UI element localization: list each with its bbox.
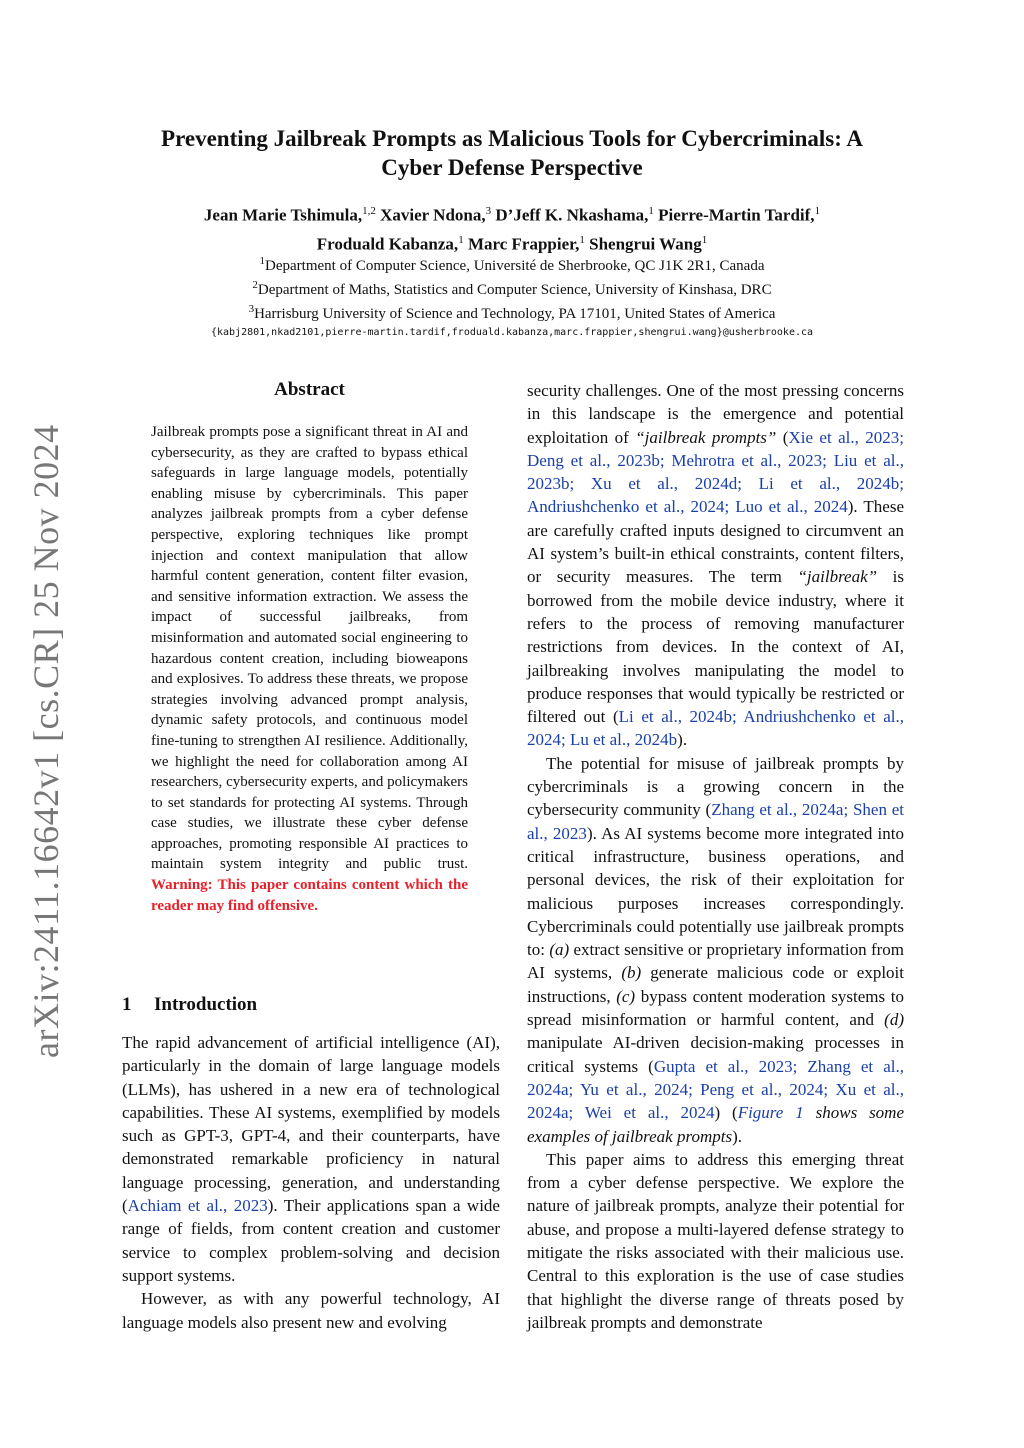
citation-link[interactable]: Achiam et al., 2023 <box>127 1196 268 1216</box>
intro-paragraph-2: However, as with any powerful technology, AI language models also present new and evolving <box>122 1289 500 1332</box>
affiliation-3 <box>110 299 914 324</box>
paragraph-text: ). As AI systems become more integrated into critical infrastructure, business operations, and personal devices, the risk of their exploitation for malicious purposes increases correspondingly. Cybercriminals could potentially use jailbreak prompts to: <box>527 823 904 960</box>
author-affil-mark: 3 <box>485 205 492 217</box>
paragraph-text: ). <box>677 730 688 750</box>
paragraph-text: bypass content moderation systems to spread misinformation or harmful content, and <box>527 986 904 1030</box>
author-line-1 <box>110 199 914 228</box>
paragraph-text: manipulate AI-driven decision-making processes in critical systems ( <box>527 1033 904 1076</box>
list-marker: (c) <box>616 986 636 1006</box>
citation-link[interactable]: Gupta et al., 2023; Zhang et al., 2024a; Yu et al., 2024; Peng et al., 2024; Xu et al., 2024a; Wei et al., 2024 <box>527 1056 904 1123</box>
figure-reference-link[interactable]: Figure 1 <box>737 1103 804 1123</box>
author-email: {kabj2801,nkad2101,pierre-martin.tardif,froduald.kabanza,marc.frappier,shengrui.wang}@usherbrooke.ca <box>210 327 814 338</box>
abstract-body <box>151 422 468 916</box>
author-affil-mark: 1,2 <box>362 205 376 217</box>
section-number: 1 <box>122 994 132 1015</box>
paragraph-text: ). <box>732 1126 742 1146</box>
author-name: Pierre-Martin Tardif, <box>658 205 815 225</box>
citation-link[interactable]: Xie et al., 2023; Deng et al., 2023b; Mehrotra et al., 2023; Liu et al., 2023b; Xu et al., 2024d; Li et al., 2024b; Andriushchenko et al., 2024; Luo et al., 2024 <box>527 427 904 517</box>
author-affil-mark: 1 <box>458 233 464 246</box>
list-marker: (a) <box>549 940 570 960</box>
paragraph-text: extract sensitive or proprietary information from AI systems, <box>527 940 904 983</box>
paragraph-text: generate malicious code or exploit instructions, <box>527 963 905 1006</box>
author-name: Xavier Ndona, <box>380 205 486 225</box>
affiliation-text: Department of Computer Science, Université de Sherbrooke, QC J1K 2R1, Canada <box>265 258 765 274</box>
paragraph-text: ). These are carefully crafted inputs designed to circumvent an AI system’s built-in ethical constraints, content filters, or security measures. The term <box>527 497 904 587</box>
abstract-text: Jailbreak prompts pose a significant threat in AI and cybersecurity, as they are crafted to bypass ethical safeguards in large language models, potentially enabling misuse by cybercriminals. This paper analyzes jailbreak prompts from a cyber defense perspective, exploring techniques like prompt injection and context manipulation that allow harmful content generation, content filter evasion, and sensitive information extraction. We assess the impact of successful jailbreaks, from misinformation and automated social engineering to hazardous content creation, including bioweapons and explosives. To address these threats, we propose strategies involving advanced prompt analysis, dynamic safety protocols, and continuous model fine-tuning to strengthen AI resilience. Additionally, we highlight the need for collaboration among AI researchers, cybersecurity experts, and policymakers to set standards for protecting AI systems. Through case studies, we illustrate these cyber defense approaches, promoting responsible AI practices to maintain system integrity and public trust. <box>151 424 468 873</box>
figure-reference-text: shows some examples of jailbreak prompts <box>527 1103 905 1146</box>
affiliation-1 <box>110 251 914 276</box>
section-heading-introduction <box>122 994 500 1016</box>
jailbreak-prompts-term: “jailbreak prompts” <box>635 427 777 447</box>
affiliation-text: Department of Maths, Statistics and Computer Science, University of Kinshasa, DRC <box>257 282 772 298</box>
left-column-body <box>122 1031 500 1334</box>
author-affil-mark: 1 <box>814 205 821 217</box>
title-line-2: Cyber Defense Perspective <box>381 155 643 180</box>
right-column-body <box>527 379 904 1334</box>
right-paragraph-2 <box>527 752 904 1148</box>
affiliation-mark: 1 <box>259 255 266 267</box>
right-paragraph-3: This paper aims to address this emerging threat from a cyber defense perspective. We explore the nature of jailbreak prompts, analyze their potential for abuse, and propose a multi-layered defense strategy to mitigate the risks associated with their malicious use. Central to this exploration is the use of case studies that highlight the diverse range of threats posed by jailbreak prompts and demonstrate <box>527 1149 904 1332</box>
offensive-content-warning: Warning: This paper contains content which the reader may find offensive. <box>151 877 468 914</box>
affiliation-mark: 3 <box>248 303 255 315</box>
paragraph-text: is borrowed from the mobile device industry, where it refers to the process of removing manufacturer restrictions from devices. In the context of AI, jailbreaking involves manipulating the model to produce responses that would typically be restricted or filtered out ( <box>527 567 904 727</box>
arxiv-identifier-stamp: arXiv:2411.16642v1 [cs.CR] 25 Nov 2024 <box>26 424 66 1058</box>
intro-paragraph-1 <box>122 1031 500 1287</box>
paragraph-text: ) ( <box>714 1103 738 1123</box>
affiliation-2 <box>110 275 914 300</box>
section-title: Introduction <box>154 994 258 1015</box>
citation-link[interactable]: Li et al., 2024b; Andriushchenko et al., 2024; Lu et al., 2024b <box>527 707 904 750</box>
author-name: Marc Frappier, <box>467 234 580 254</box>
list-marker: (b) <box>621 963 642 983</box>
right-paragraph-1: security challenges. One of the most pressing concerns in this landscape is the emergence and potential exploitation of “jailbreak prompts” (Xie et al., 2023; Deng et al., 2023b; Mehrotra et al., 2023; Liu et al., 2023b; Xu et al., 2024d; Li et al., 2024b; Andriushchenko et al., 2024; Luo et al., 2024). These are carefully crafted inputs designed to circumvent an AI system’s built-in ethical constraints, content filters, or security measures. The term “jailbreak” is borrowed from the mobile device industry, where it refers to the process of removing manufacturer restrictions from devices. In the context of AI, jailbreaking involves manipulating the model to produce responses that would typically be restricted or filtered out (Li et al., 2024b; Andriushchenko et al., 2024; Lu et al., 2024b). <box>527 381 904 750</box>
title-line-1: Preventing Jailbreak Prompts as Malicious Tools for Cybercriminals: A <box>161 126 863 151</box>
paragraph-text: security challenges. One of the most pressing concerns in this landscape is the emergence and potential exploitation of <box>527 381 904 447</box>
author-affil-mark: 1 <box>579 233 585 246</box>
abstract-heading: Abstract <box>274 379 345 400</box>
author-affil-mark: 1 <box>648 205 654 217</box>
jailbreak-term: “jailbreak” <box>797 567 878 587</box>
paragraph-text: The rapid advancement of artificial intelligence (AI), particularly in the domain of large language models (LLMs), has ushered in a new era of technological capabilities. These AI systems, exemplified by models such as GPT-3, GPT-4, and their counterparts, have demonstrated remarkable proficiency in natural language processing, generation, and understanding ( <box>122 1033 500 1216</box>
paper-title <box>110 124 914 182</box>
author-name: Jean Marie Tshimula, <box>203 205 363 225</box>
author-name: D’Jeff K. Nkashama, <box>495 205 649 225</box>
list-marker: (d) <box>884 1010 904 1030</box>
citation-link[interactable]: Zhang et al., 2024a; Shen et al., 2023 <box>527 800 904 843</box>
author-name: Shengrui Wang <box>589 234 702 254</box>
author-list <box>110 199 914 256</box>
author-affil-mark: 1 <box>701 233 708 246</box>
affiliation-mark: 2 <box>252 279 258 291</box>
paragraph-text: The potential for misuse of jailbreak prompts by cybercriminals is a growing concern in the cybersecurity community ( <box>527 753 904 820</box>
paragraph-text: ). Their applications span a wide range of fields, from content creation and customer service to complex problem-solving and decision support systems. <box>122 1196 500 1285</box>
author-name: Froduald Kabanza, <box>316 234 459 254</box>
affiliation-text: Harrisburg University of Science and Technology, PA 17101, United States of America <box>254 306 776 322</box>
